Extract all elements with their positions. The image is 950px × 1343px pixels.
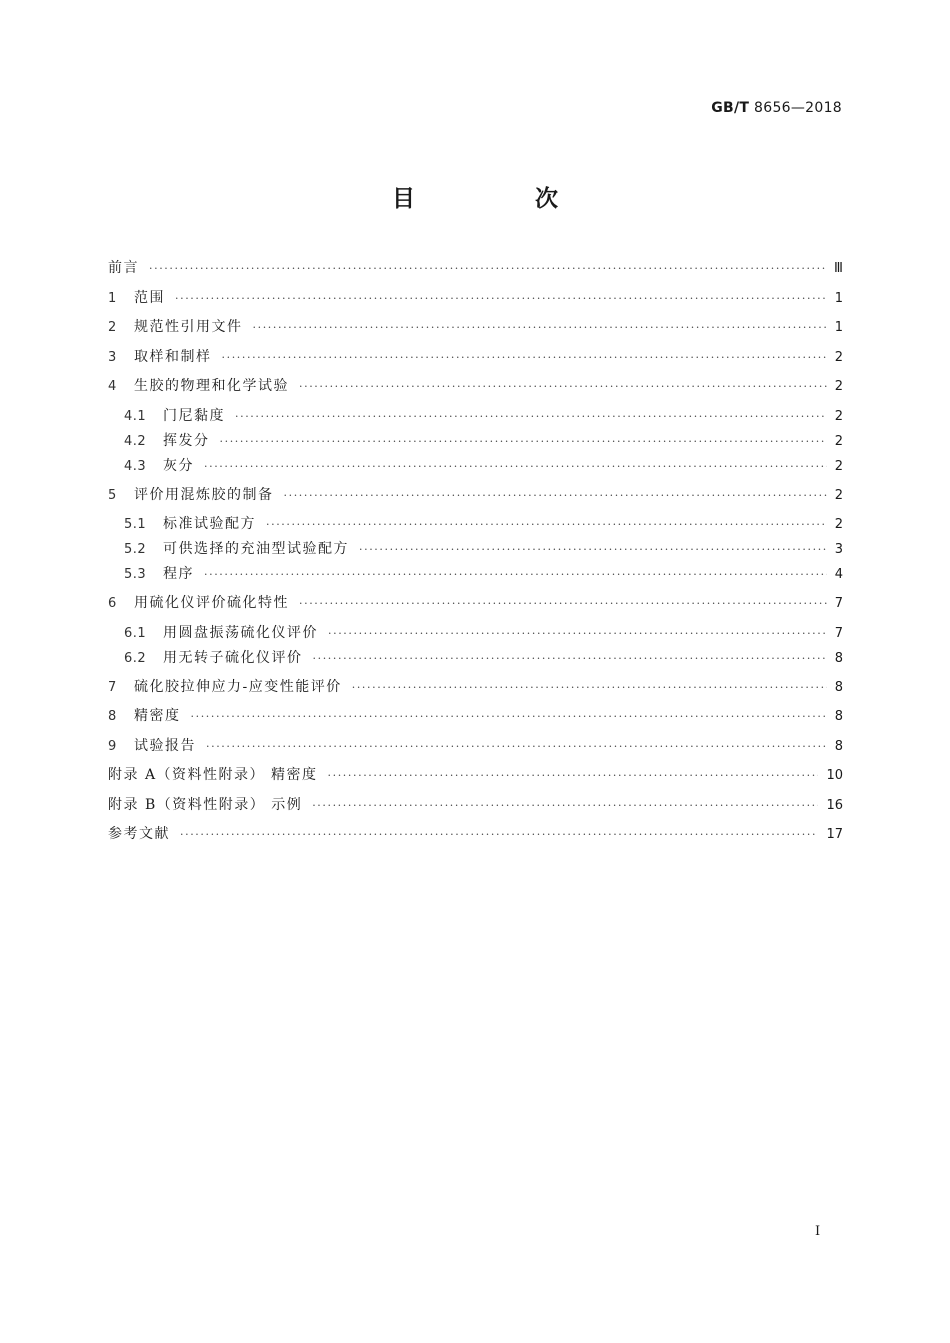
- toc-entry-label: 用硫化仪评价硫化特性: [134, 595, 289, 611]
- toc-entry-page: 3: [834, 542, 843, 557]
- toc-leader-dots: [191, 710, 827, 723]
- toc-entry[interactable]: [108, 563, 843, 588]
- page-folio: Ⅰ: [815, 1224, 821, 1239]
- toc-entry-label: 标准试验配方: [163, 516, 256, 532]
- toc-entry-page: Ⅲ: [834, 261, 843, 276]
- toc-entry-number: 1: [108, 290, 117, 306]
- toc-entry-number: 4: [108, 379, 117, 394]
- toc-entry-label: 前言: [108, 260, 139, 276]
- toc-entry-label: 挥发分: [163, 432, 210, 449]
- toc-entry[interactable]: [108, 316, 843, 346]
- standard-code: [711, 100, 842, 116]
- toc-entry[interactable]: [108, 622, 843, 647]
- toc-entry[interactable]: [108, 430, 843, 455]
- toc-entry-label: 范围: [134, 289, 165, 306]
- toc-entry-page: 2: [834, 408, 843, 424]
- toc-entry-label: 门尼黏度: [163, 407, 225, 424]
- toc-leader-dots: [204, 568, 827, 581]
- toc-entry-page: 2: [834, 517, 843, 532]
- toc-leader-dots: [266, 518, 827, 531]
- toc-entry[interactable]: [108, 794, 843, 824]
- toc-entry[interactable]: [108, 287, 843, 317]
- toc-title: 目 次: [391, 186, 614, 212]
- toc-entry-label: 用无转子硫化仪评价: [163, 649, 303, 666]
- toc-leader-dots: [180, 828, 818, 841]
- toc-entry[interactable]: [108, 764, 843, 794]
- toc-leader-dots: [313, 652, 827, 665]
- toc-entry-number: 5.2: [124, 542, 147, 557]
- toc-entry-label: 精密度: [134, 708, 181, 724]
- toc-entry-number: 6: [108, 596, 117, 611]
- toc-leader-dots: [328, 769, 819, 782]
- toc-entry-label: 生胶的物理和化学试验: [134, 378, 289, 394]
- toc-entry-page: 2: [834, 379, 843, 394]
- toc-entry-label: 灰分: [163, 457, 194, 474]
- toc-entry-label: 取样和制样: [134, 348, 212, 365]
- toc-entry[interactable]: [108, 346, 843, 376]
- toc-entry-page: 8: [834, 709, 843, 724]
- toc-entry[interactable]: [108, 484, 843, 514]
- toc-entry-number: 2: [108, 320, 117, 335]
- toc-entry[interactable]: [108, 405, 843, 430]
- toc-entry-label: 用圆盘振荡硫化仪评价: [163, 624, 318, 641]
- toc-leader-dots: [253, 321, 827, 334]
- toc-leader-dots: [222, 351, 827, 364]
- toc-entry-page: 16: [826, 797, 843, 813]
- toc-entry[interactable]: [108, 823, 843, 853]
- toc-entry-number: 9: [108, 738, 117, 754]
- toc-leader-dots: [352, 681, 827, 694]
- toc-leader-dots: [312, 799, 818, 812]
- toc-leader-dots: [204, 460, 827, 473]
- toc-entry-page: 8: [834, 650, 843, 666]
- toc-entry[interactable]: [108, 513, 843, 538]
- standard-prefix: GB/T: [711, 100, 750, 116]
- toc-entry-label: 附录 B（资料性附录） 示例: [108, 796, 303, 813]
- toc-entry-label: 规范性引用文件: [134, 319, 243, 335]
- toc-entry[interactable]: [108, 375, 843, 405]
- toc-entry-page: 2: [834, 349, 843, 365]
- toc-entry-number: 6.2: [124, 650, 147, 666]
- toc-entry-label: 参考文献: [108, 826, 170, 842]
- toc-entry-page: 17: [826, 827, 843, 842]
- toc-entry[interactable]: [108, 735, 843, 765]
- toc-entry-page: 8: [834, 738, 843, 754]
- toc-entry[interactable]: [108, 455, 843, 480]
- standard-number: 8656—2018: [754, 100, 842, 116]
- toc-entry-number: 5.3: [124, 567, 147, 582]
- toc-entry[interactable]: [108, 676, 843, 706]
- toc-entry[interactable]: [108, 538, 843, 563]
- toc-entry-label: 评价用混炼胶的制备: [134, 486, 274, 503]
- toc-entry-number: 5: [108, 487, 117, 503]
- toc-entry-number: 4.1: [124, 408, 147, 424]
- toc-entry[interactable]: [108, 257, 843, 287]
- toc-entry-number: 4.3: [124, 458, 147, 474]
- toc-entry[interactable]: [108, 705, 843, 735]
- toc-leader-dots: [220, 435, 827, 448]
- toc-entry-label: 试验报告: [134, 737, 196, 754]
- toc-entry-page: 2: [834, 487, 843, 503]
- toc-entry-label: 硫化胶拉伸应力-应变性能评价: [134, 678, 342, 695]
- toc-leader-dots: [299, 380, 827, 393]
- toc-entry[interactable]: [108, 647, 843, 672]
- toc-entry-number: 6.1: [124, 625, 147, 641]
- toc-entry-page: 7: [834, 596, 843, 611]
- toc-leader-dots: [299, 597, 827, 610]
- toc-entry-label: 附录 A（资料性附录） 精密度: [108, 767, 318, 783]
- toc-entry-number: 4.2: [124, 433, 147, 449]
- toc-entry-label: 程序: [163, 566, 194, 582]
- toc-entry-page: 1: [834, 290, 843, 306]
- toc-entry-page: 2: [834, 433, 843, 449]
- toc-entry-page: 8: [834, 679, 843, 695]
- toc-leader-dots: [284, 489, 827, 502]
- toc-leader-dots: [328, 627, 827, 640]
- toc-entry-page: 7: [834, 625, 843, 641]
- toc-entry-number: 3: [108, 349, 117, 365]
- toc-entry-page: 1: [834, 320, 843, 335]
- toc-entry-label: 可供选择的充油型试验配方: [163, 541, 349, 557]
- toc-entry-number: 8: [108, 709, 117, 724]
- toc-entry-number: 7: [108, 679, 117, 695]
- toc-leader-dots: [235, 410, 827, 423]
- toc-entry-page: 4: [834, 567, 843, 582]
- table-of-contents: [108, 257, 843, 853]
- toc-entry-page: 10: [826, 768, 843, 783]
- toc-entry[interactable]: [108, 592, 843, 622]
- toc-entry-page: 2: [834, 458, 843, 474]
- toc-leader-dots: [206, 740, 827, 753]
- toc-leader-dots: [359, 543, 827, 556]
- toc-leader-dots: [175, 292, 827, 305]
- toc-leader-dots: [149, 262, 826, 275]
- toc-entry-number: 5.1: [124, 517, 147, 532]
